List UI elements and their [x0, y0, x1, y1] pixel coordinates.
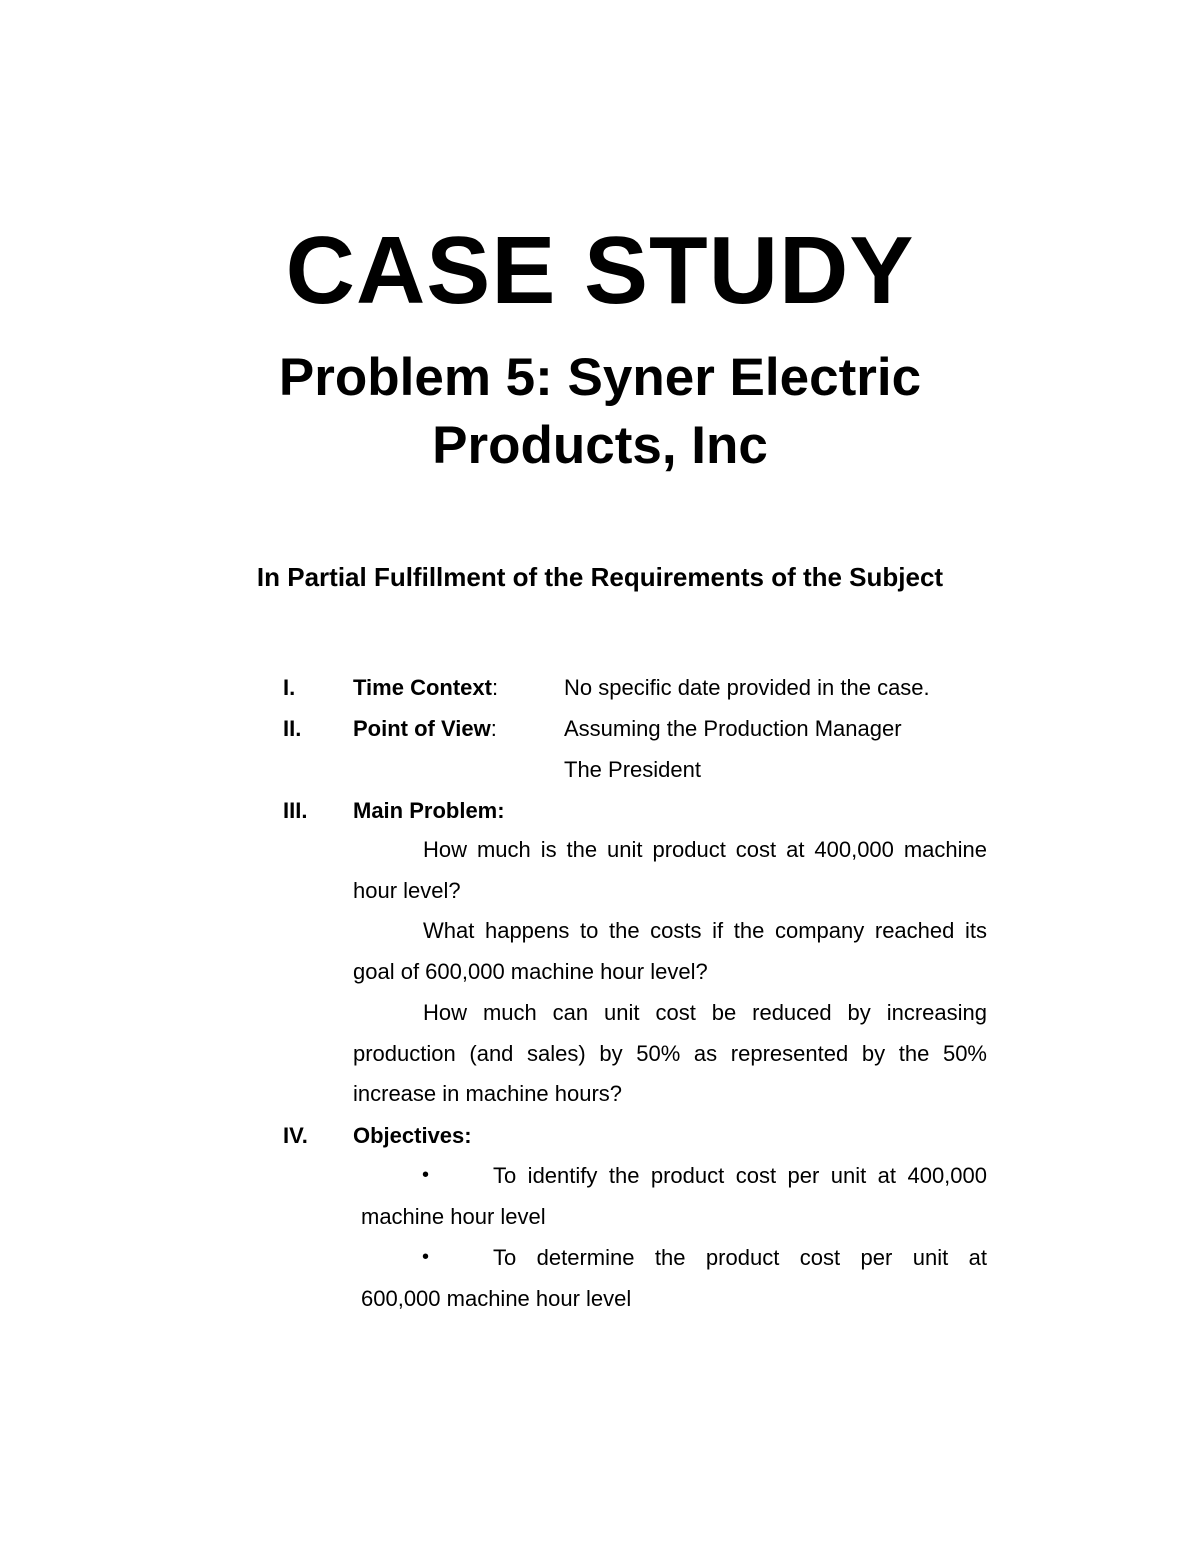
subtitle-line-2: Products, Inc [432, 416, 768, 475]
main-problem-label: Main Problem: [353, 798, 505, 823]
document-subtitle [0, 344, 1200, 480]
point-of-view-value-2: The President [564, 757, 701, 782]
section-label-objectives [353, 1115, 472, 1156]
objective-bullet-2: • [422, 1246, 430, 1268]
fulfillment-statement: In Partial Fulfillment of the Requirements of the Subject [256, 562, 944, 592]
subtitle-line-1: Problem 5: Syner Electric [278, 348, 922, 407]
objective-2-line-1: To determine the product cost per unit at [493, 1245, 987, 1270]
objective-1-line-1: To identify the product cost per unit at 400,000 [493, 1163, 987, 1188]
point-of-view-label: Point of View [353, 716, 491, 741]
time-context-value: No specific date provided in the case. [564, 675, 930, 700]
objective-item-2 [361, 1237, 987, 1319]
main-problem-question-1: How much is the unit product cost at 400,000 machine hour level? [353, 837, 987, 903]
section-label-point-of-view [353, 708, 497, 749]
point-of-view-value-1: Assuming the Production Manager [564, 716, 902, 741]
document-title: CASE STUDY [285, 217, 915, 324]
section-label-main-problem [353, 790, 505, 831]
time-context-label: Time Context [353, 675, 492, 700]
main-problem-question-2: What happens to the costs if the company reached its goal of 600,000 machine hour level? [353, 918, 987, 984]
section-numeral-2: II. [283, 716, 302, 741]
section-numeral-1: I. [283, 675, 296, 700]
objective-2-line-2: 600,000 machine hour level [361, 1286, 632, 1311]
objectives-label: Objectives: [353, 1123, 472, 1148]
main-problem-question-3: How much can unit cost be reduced by increasing production (and sales) by 50% as represented by the 50% increase in machine hours? [353, 1000, 987, 1107]
section-numeral-3: III. [283, 798, 308, 823]
objective-item-1 [361, 1155, 987, 1237]
objective-1-line-2: machine hour level [361, 1204, 546, 1229]
section-label-time-context [353, 667, 498, 708]
section-numeral-4: IV. [283, 1123, 308, 1148]
point-of-view-colon: : [490, 716, 497, 741]
objective-bullet-1: • [422, 1164, 430, 1186]
time-context-colon: : [491, 675, 499, 700]
